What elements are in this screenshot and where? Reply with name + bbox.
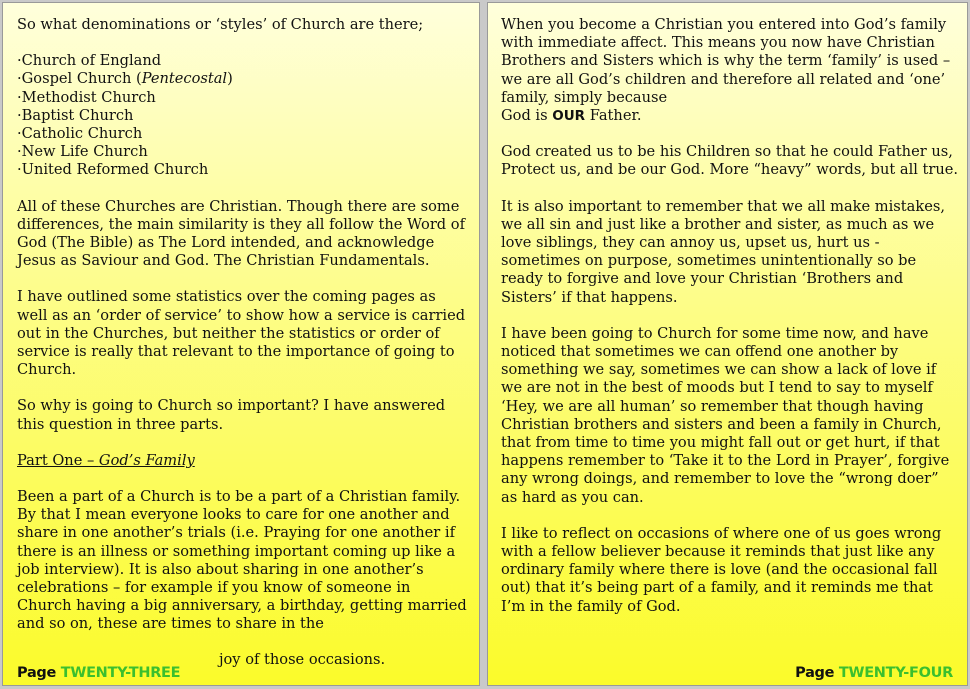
page-number-footer: Page TWENTY-FOUR bbox=[795, 665, 953, 681]
paragraph-why-church: So why is going to Church so important? I have answered this question in three parts. bbox=[17, 397, 446, 433]
paragraph-christian: All of these Churches are Christian. Though there are some differences, the main similarity is they all follow the Word of God (The Bible) as The Lord intended, and acknowledge Jesus as Saviour and God. The Christian Fundamentals. bbox=[17, 197, 465, 270]
page-twenty-four bbox=[487, 2, 968, 686]
list-item: ·Gospel Church (Pentecostal) bbox=[17, 70, 233, 88]
list-item: ·New Life Church bbox=[17, 143, 148, 161]
paragraph-family: Been a part of a Church is to be a part of a Christian family. By that I mean everyone looks to care for one another and share in one another’s trials (i.e. Praying for one another if there is an illness or something important coming up like a job interview). It is also about sharing in one another’s celebrations – for example if you know of someone in Church having a big anniversary, a birthday, getting married and so on, these are times to share in the bbox=[17, 488, 467, 633]
denominations-list bbox=[17, 52, 469, 179]
paragraph-mistakes: It is also important to remember that we all make mistakes, we all sin and just like a brother and sister, as much as we love siblings, they can annoy us, upset us, hurt us - sometimes on purpose, sometimes unintentionally so be ready to forgive and love your Christian ‘Brothers and Sisters’ if that happens. bbox=[501, 197, 945, 306]
paragraph-going-to-church: I have been going to Church for some time now, and have noticed that sometimes we can offend one another by something we say, sometimes we can show a lack of love if we are not in the best of moods but I tend to say to myself ‘Hey, we are all human’ so remember that though having Christian brothers and sisters and been a family in Church, that from time to time you might fall out or get hurt, if that happens remember to ‘Take it to the Lord in Prayer’, forgive any wrong doings, and remember to love the “wrong doer” as hard as you can. bbox=[501, 324, 950, 506]
right-page-content bbox=[501, 16, 959, 634]
list-item: ·United Reformed Church bbox=[17, 161, 209, 179]
paragraph-become-christian: When you become a Christian you entered into God’s family with immediate affect. This means you now have Christian Brothers and Sisters which is why the term ‘family’ is used – we are all God’s children and therefore all related and ‘one’ family, simply because God is OUR Father. bbox=[501, 16, 951, 125]
list-item: ·Church of England bbox=[17, 52, 162, 70]
paragraph-statistics: I have outlined some statistics over the coming pages as well as an ‘order of service’ to show how a service is carried out in the Churches, but neither the statistics or order of service is really that relevant to the importance of going to Church. bbox=[17, 288, 466, 379]
paragraph-reflect: I like to reflect on occasions of where one of us goes wrong with a fellow believer because it reminds that just like any ordinary family where there is love (and the occasional fall out) that it’s being part of a family, and it reminds me that I’m in the family of God. bbox=[501, 524, 942, 615]
section-heading-part-one: Part One – God’s Family bbox=[17, 451, 195, 469]
paragraph-family-end: joy of those occasions. bbox=[219, 651, 386, 668]
left-page-content bbox=[17, 16, 469, 652]
list-item: ·Catholic Church bbox=[17, 125, 143, 143]
page-number-footer: Page TWENTY-THREE bbox=[17, 665, 181, 681]
list-item: ·Methodist Church bbox=[17, 88, 156, 106]
list-item: ·Baptist Church bbox=[17, 106, 134, 124]
page-twenty-three bbox=[2, 2, 480, 686]
paragraph-created: God created us to be his Children so that he could Father us, Protect us, and be our God. More “heavy” words, but all true. bbox=[501, 143, 959, 179]
denominations-intro: So what denominations or ‘styles’ of Church are there; bbox=[17, 16, 424, 33]
